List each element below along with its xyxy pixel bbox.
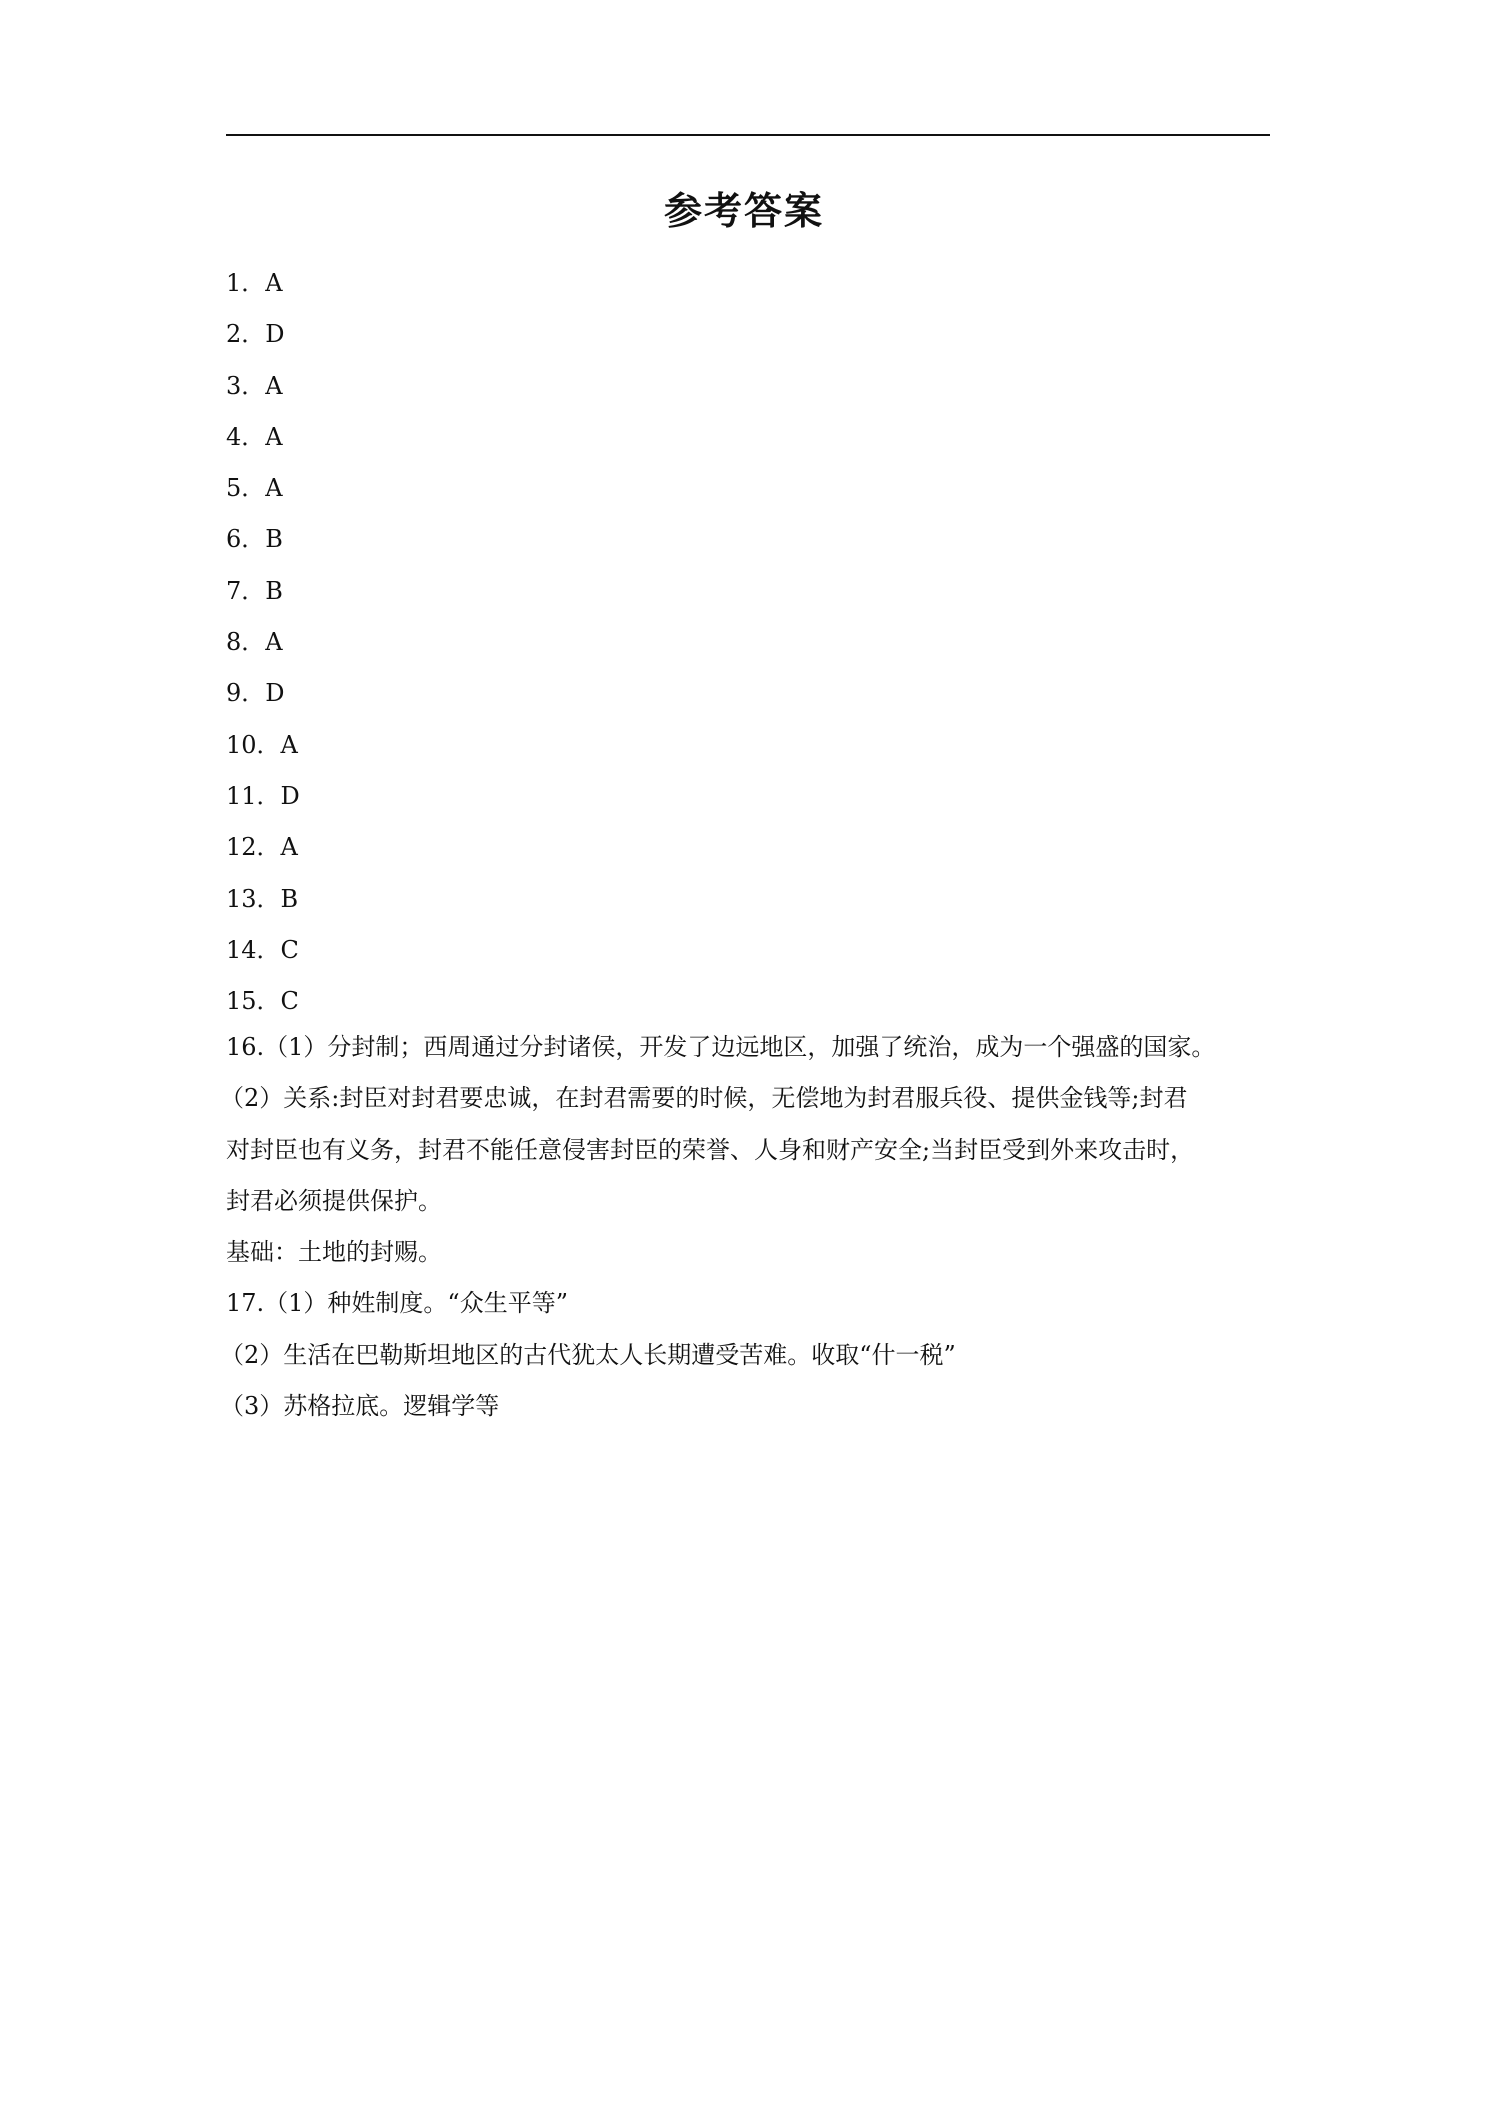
- answer-separator: ．: [241, 576, 266, 605]
- answer-separator: ．: [256, 884, 281, 913]
- answer-number: 13: [226, 884, 257, 913]
- q16-line-2: （2）关系:封臣对封君要忠诚，在封君需要的时候，无偿地为封君服兵役、提供金钱等;封君: [220, 1084, 1188, 1113]
- q16-line-3: 对封臣也有义务，封君不能任意侵害封臣的荣誉、人身和财产安全;当封臣受到外来攻击时，: [226, 1135, 1195, 1164]
- answer-separator: ．: [241, 371, 266, 400]
- answer-item: [226, 412, 1276, 463]
- answer-item: [226, 258, 1276, 309]
- answer-number: 14: [226, 935, 257, 964]
- answer-number: 4: [226, 422, 242, 451]
- answer-separator: ．: [256, 935, 281, 964]
- answer-item: [226, 771, 1276, 822]
- answer-list: [226, 258, 1276, 1027]
- answer-number: 11: [226, 781, 257, 810]
- q17-line-1: 17.（1）种姓制度。“众生平等”: [226, 1289, 568, 1318]
- answer-choice: D: [265, 320, 285, 349]
- answer-separator: ．: [241, 679, 266, 708]
- answer-choice: D: [265, 679, 285, 708]
- answer-item: [226, 309, 1276, 360]
- answer-separator: ．: [256, 987, 281, 1016]
- answer-item: [226, 617, 1276, 668]
- header-rule: [226, 134, 1270, 136]
- answer-item: [226, 361, 1276, 412]
- answer-item: [226, 463, 1276, 514]
- answer-number: 1: [226, 269, 242, 297]
- answer-number: 10: [226, 730, 257, 759]
- q16-line-5: 基础：土地的封赐。: [226, 1238, 442, 1267]
- answer-choice: A: [265, 371, 283, 400]
- answer-separator: ．: [241, 474, 266, 503]
- answer-separator: ．: [241, 628, 266, 657]
- answer-item: [226, 514, 1276, 565]
- answer-choice: B: [280, 884, 299, 913]
- answer-number: 2: [226, 320, 242, 349]
- answer-choice: C: [280, 987, 299, 1016]
- essay-answers: [220, 1022, 1276, 1432]
- answer-item: [226, 668, 1276, 719]
- answer-number: 9: [226, 679, 242, 708]
- answer-choice: A: [265, 474, 283, 503]
- q16-line-1: 16.（1）分封制；西周通过分封诸侯，开发了边远地区，加强了统治，成为一个强盛的国家。: [226, 1033, 1216, 1061]
- answer-item: [226, 925, 1276, 976]
- answer-choice: A: [265, 628, 283, 657]
- answer-separator: ．: [241, 525, 266, 554]
- answer-choice: C: [280, 935, 299, 964]
- answer-number: 7: [226, 576, 242, 605]
- answer-number: 3: [226, 371, 242, 400]
- answer-choice: A: [265, 422, 283, 451]
- answer-choice: A: [280, 833, 298, 862]
- answer-item: [226, 822, 1276, 873]
- q16-line-4: 封君必须提供保护。: [226, 1186, 442, 1215]
- q17-line-3: （3）苏格拉底。逻辑学等: [220, 1392, 500, 1421]
- answer-separator: ．: [256, 730, 281, 759]
- answer-choice: D: [280, 781, 300, 810]
- answer-item: [226, 566, 1276, 617]
- answer-separator: ．: [256, 781, 281, 810]
- answer-choice: B: [265, 576, 283, 605]
- answer-separator: ．: [241, 320, 266, 349]
- answer-number: 12: [226, 833, 257, 862]
- answer-item: [226, 720, 1276, 771]
- answer-number: 5: [226, 474, 242, 503]
- answer-item: [226, 976, 1276, 1027]
- answer-number: 6: [226, 525, 242, 554]
- answer-choice: A: [280, 730, 298, 759]
- answer-item: [226, 874, 1276, 925]
- answer-number: 8: [226, 628, 242, 657]
- answer-separator: ．: [256, 833, 281, 862]
- answer-choice: A: [265, 269, 283, 297]
- answer-number: 15: [226, 987, 257, 1016]
- answer-separator: ．: [241, 422, 266, 451]
- answer-choice: B: [265, 525, 283, 554]
- q17-line-2: （2）生活在巴勒斯坦地区的古代犹太人长期遭受苦难。收取“什一税”: [220, 1340, 956, 1369]
- page-title: 参考答案: [663, 189, 824, 233]
- answer-separator: ．: [241, 269, 266, 297]
